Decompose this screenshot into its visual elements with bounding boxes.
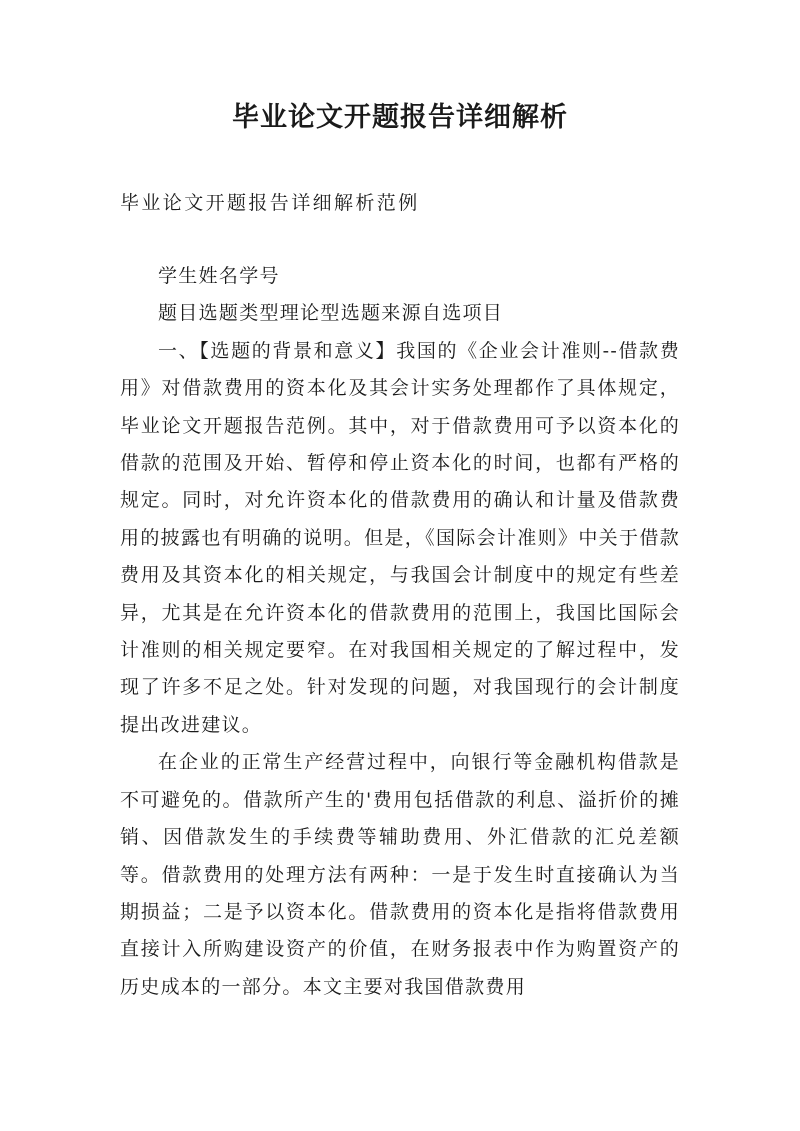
student-info-line: 学生姓名学号	[158, 265, 280, 287]
topic-info-line: 题目选题类型理论型选题来源自选项目	[158, 302, 504, 325]
document-title: 毕业论文开题报告详细解析	[232, 102, 568, 133]
document-subtitle: 毕业论文开题报告详细解析范例	[120, 192, 420, 214]
background-paragraph: 一、【选题的背景和意义】我国的《企业会计准则--借款费用》对借款费用的资本化及其会计实务处理都作了具体规定，毕业论文开题报告范例。其中，对于借款费用可予以资本化的借款的范围及开始、暂停和停止资本化的时间，也都有严格的规定。同时，对允许资本化的借款费用的确认和计量及借款费用的披露也有明确的说明。但是，《国际会计准则》中关于借款费用及其资本化的相关规定，与我国会计制度中的规定有些差异，尤其是在允许资本化的借款费用的范围上，我国比国际会计准则的相关规定要窄。在对我国相关规定的了解过程中，发现了许多不足之处。针对发现的问题，对我国现行的会计制度提出改进建议。	[120, 339, 680, 736]
body-paragraph: 在企业的正常生产经营过程中，向银行等金融机构借款是不可避免的。借款所产生的'费用包括借款的利息、溢折价的摊销、因借款发生的手续费等辅助费用、外汇借款的汇兑差额等。借款费用的处理方法有两种：一是于发生时直接确认为当期损益；二是予以资本化。借款费用的资本化是指将借款费用直接计入所购建设资产的价值，在财务报表中作为购置资产的历史成本的一部分。本文主要对我国借款费用	[120, 751, 680, 998]
document-body	[120, 258, 680, 1006]
